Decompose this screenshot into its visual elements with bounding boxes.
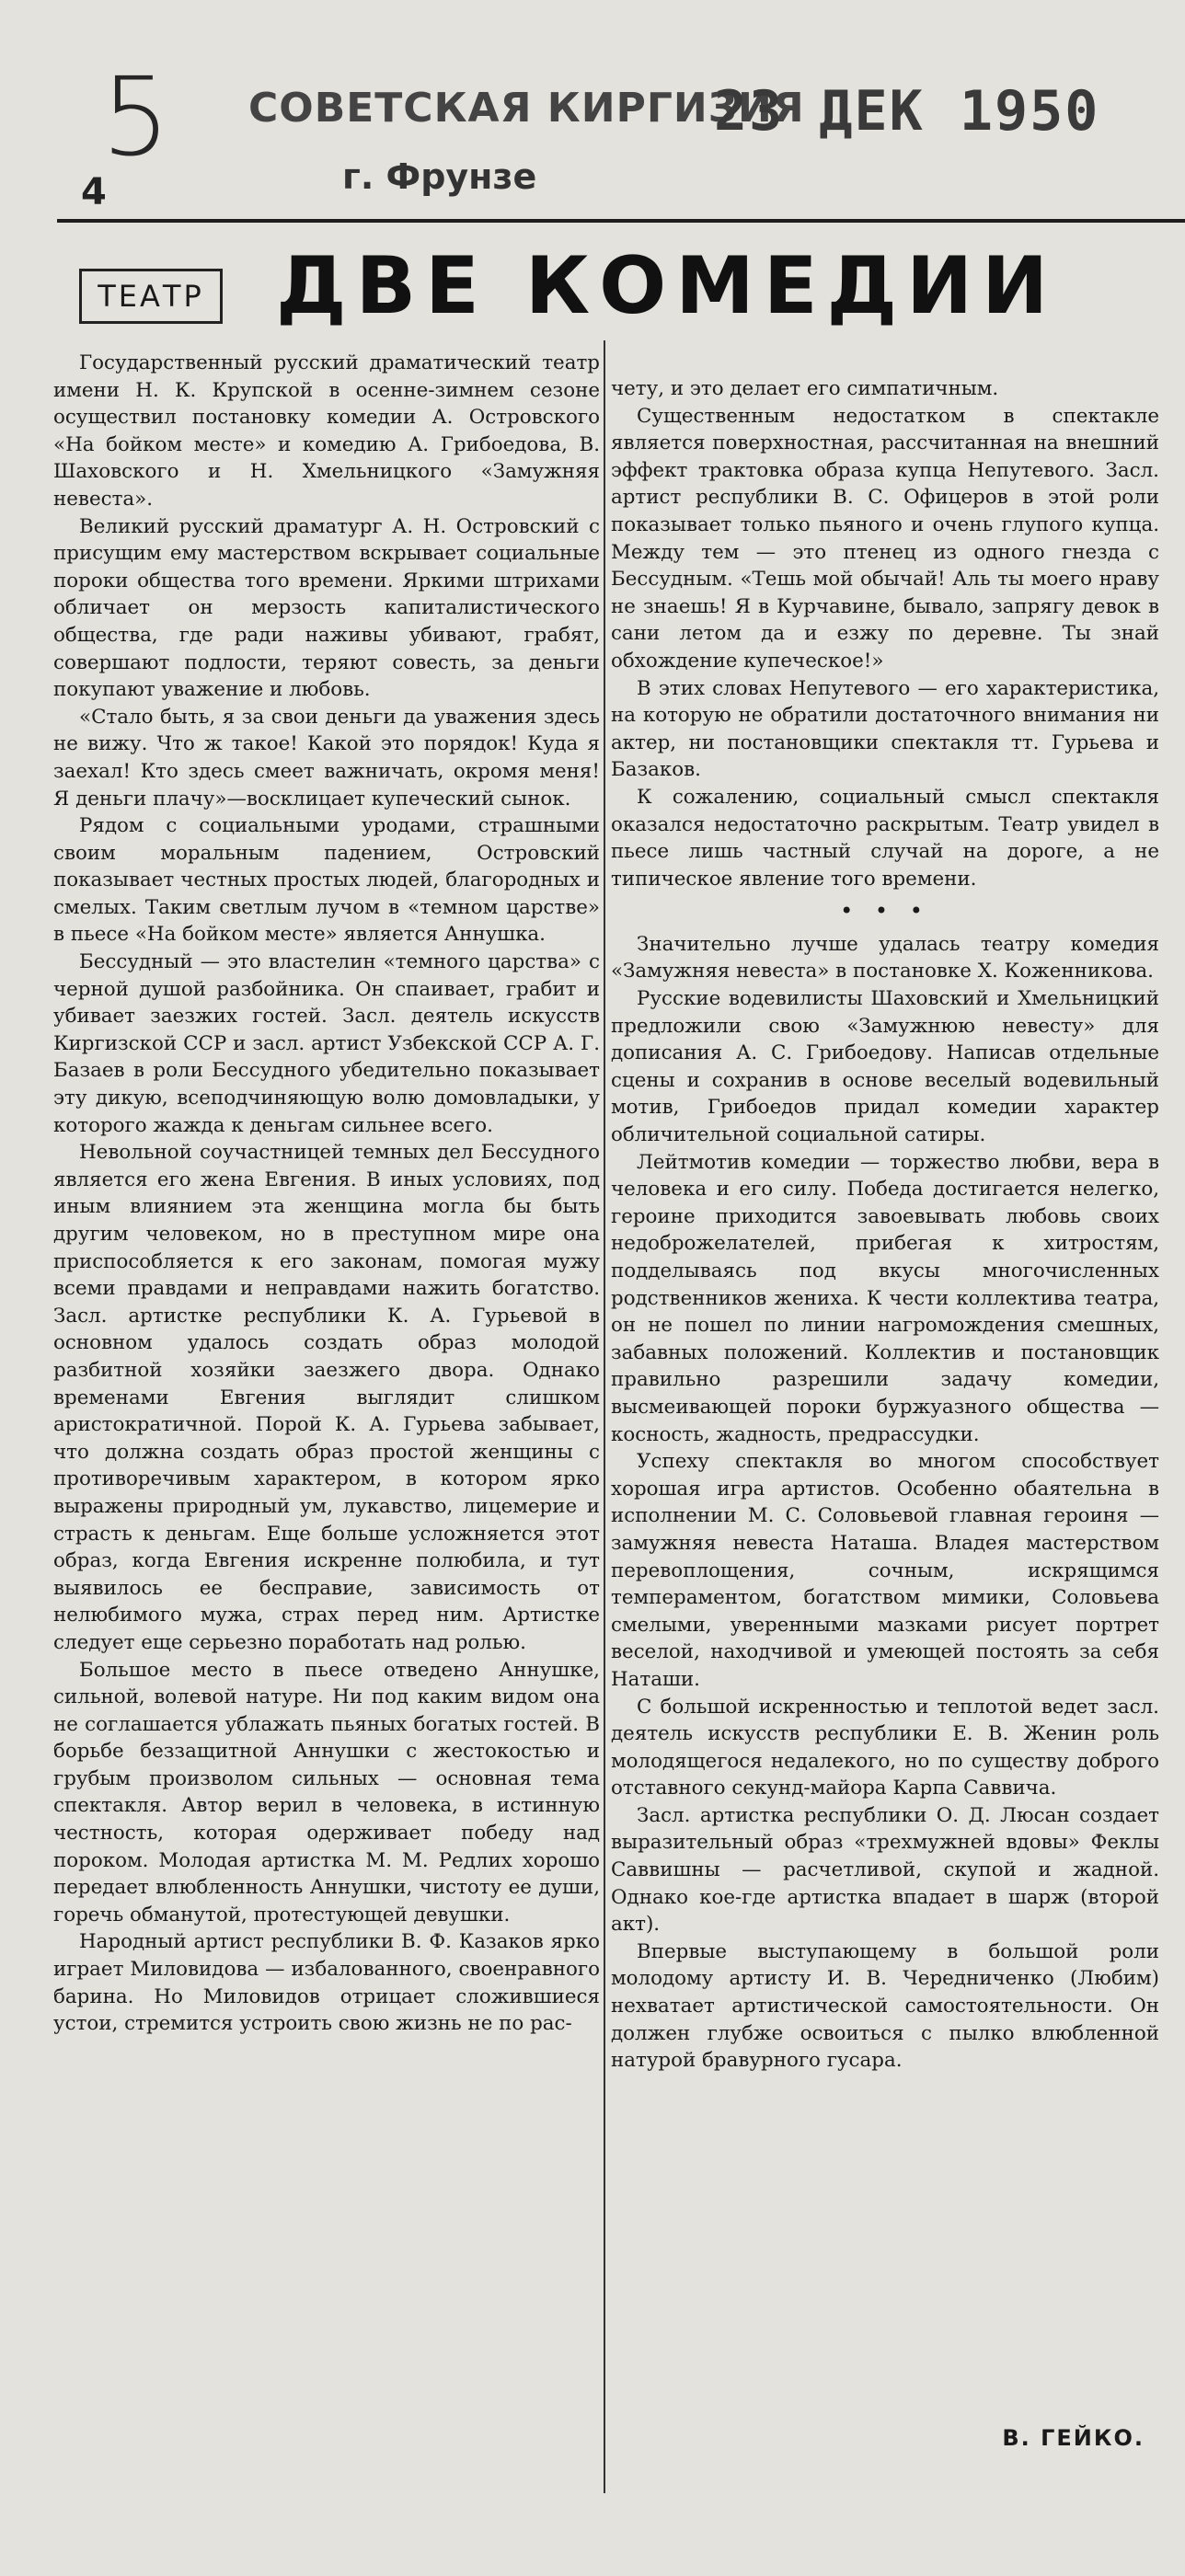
paragraph: Государственный русский драматический театр имени Н. К. Крупской в осенне-зимнем сезоне осуществил постановку комедии А. Островского «На бойком месте» и комедию А. Грибоедова, В. Шаховского и Н. Хмельницкого «Замужняя невеста».	[53, 351, 600, 511]
page-number: 4	[81, 171, 107, 213]
paragraph: Засл. артистка республики О. Д. Люсан создает выразительный образ «трехмужней вдовы» Феклы Саввишны — расчетливой, скупой и жадной. Однако кое-где артистка впадает в шарж (второй акт).	[611, 1803, 1159, 1937]
paragraph: Значительно лучше удалась театру комедия «Замужняя невеста» в постановке Х. Коженникова.	[611, 932, 1159, 983]
section-asterism: • • •	[840, 898, 930, 925]
paragraph: чету, и это делает его симпатичным.	[611, 377, 999, 400]
paragraph: С большой искренностью и теплотой ведет засл. деятель искусств республики Е. В. Женин роль молодящегося недалекого, но по существу доброго отставного секунд-майора Карпа Саввича.	[611, 1695, 1159, 1800]
paragraph: В этих словах Непутевого — его характеристика, на которую не обратили достаточного внимания ни актер, ни постановщики спектакля тт. Гурьева и Базаков.	[611, 676, 1159, 782]
top-rule	[57, 219, 1185, 223]
city-stamp: г. Фрунзе	[342, 156, 537, 197]
rubric-box	[79, 269, 223, 324]
paragraph: Великий русский драматург А. Н. Островский с присущим ему мастерством вскрывает социальные пороки общества того времени. Яркими штрихами обличает он мерзость капиталистического общества, где ради наживы убивают, грабят, совершают подлости, теряют совесть, за деньги покупают уважение и любовь.	[53, 514, 600, 702]
paragraph: К сожалению, социальный смысл спектакля оказался недостаточно раскрытым. Театр увидел в пьесе лишь частный случай на дороге, а не типическое явление того времени.	[611, 785, 1159, 891]
paragraph: Бессудный — это властелин «темного царства» с черной душой разбойника. Он спаивает, грабит и убивает заезжих гостей. Засл. деятель искусств Киргизской ССР и засл. артист Узбекской ССР А. Г. Базаев в роли Бессудного убедительно показывает эту дикую, всеподчиняющую волю домовладыки, у которого жажда к деньгам сильнее всего.	[53, 950, 600, 1137]
date-stamp: 23 ДЕК 1950	[714, 79, 1100, 144]
paragraph: Русские водевилисты Шаховский и Хмельницкий предложили свою «Замужнюю невесту» для дописания А. С. Грибоедову. Написав отдельные сцены и сохранив в основе веселый водевильный мотив, Грибоедов придал комедии характер обличительной социальной сатиры.	[611, 987, 1159, 1147]
newspaper-masthead: СОВЕТСКАЯ КИРГИЗИЯ	[248, 85, 805, 132]
paragraph: Лейтмотив комедии — торжество любви, вера в человека и его силу. Победа достигается нелегко, героине приходится завоевывать любовь своих недоброжелателей, прибегая к хитростям, подделываясь под вкусы многочисленных родственников жениха. К чести коллектива театра, он не пошел по линии нагромождения смешных, забавных положений. Коллектив и постановщик правильно разрешили задачу комедии, высмеивающей пороки буржуазного общества — косность, жадность, предрассудки.	[611, 1150, 1159, 1446]
paragraph: «Стало быть, я за свои деньги да уважения здесь не вижу. Что ж такое! Какой это порядок! Куда я заехал! Кто здесь смеет важничать, окромя меня! Я деньги плачу»—восклицает купеческий сынок.	[53, 705, 600, 811]
paragraph: Народный артист республики В. Ф. Казаков ярко играет Миловидова — избалованного, своенравного барина. Но Миловидов отрицает сложившиеся устои, стремится устроить свою жизнь не по рас-	[53, 1930, 600, 2036]
right-column	[611, 375, 1159, 2075]
article-headline: ДВЕ КОМЕДИИ	[276, 240, 1058, 332]
left-column	[53, 350, 600, 2038]
paragraph: Большое место в пьесе отведено Аннушке, сильной, волевой натуре. Ни под каким видом она не соглашается ублажать пьяных богатых гостей. В борьбе беззащитной Аннушки с жестокостью и грубым произволом сильных — основная тема спектакля. Автор верил в человека, в истинную честность, которая одерживает победу над пороком. Молодая артистка М. М. Редлих хорошо передает влюбленность Аннушки, чистоту ее души, горечь обманутой, протестующей девушки.	[53, 1658, 600, 1926]
author-signature: В. ГЕЙКО.	[1002, 2425, 1145, 2451]
column-divider	[604, 340, 605, 2493]
paragraph: Рядом с социальными уродами, страшными своим моральным падением, Островский показывает честных простых людей, благородных и смелых. Таким светлым лучом в «темном царстве» в пьесе «На бойком месте» является Аннушка.	[53, 814, 600, 947]
rubric-label: ТЕАТР	[98, 279, 204, 314]
paragraph: Успеху спектакля во многом способствует хорошая игра артистов. Особенно обаятельна в исполнении М. С. Соловьевой главная героиня — замужняя невеста Наташа. Владея мастерством перевоплощения, сочным, искрящимся темпераментом, богатством мимики, Соловьева смелыми, уверенными мазками рисует портрет веселой, находчивой и умеющей постоять за себя Наташи.	[611, 1450, 1159, 1691]
paragraph: Существенным недостатком в спектакле является поверхностная, рассчитанная на внешний эффект трактовка образа купца Непутевого. Засл. артист республики В. С. Офицеров в этой роли показывает только пьяного и очень глупого купца. Между тем — это птенец из одного гнезда с Бессудным. «Тешь мой обычай! Аль ты моего нраву не знаешь! Я в Курчавине, бывало, запрягу девок в сани летом да и езжу по деревне. Ты знай обхождение купеческое!»	[611, 404, 1159, 673]
paragraph: Впервые выступающему в большой роли молодому артисту И. В. Чередниченко (Любим) нехватает артистической самостоятельности. Он должен глубже освоиться с пылко влюбленной натурой бравурного гусара.	[611, 1939, 1159, 2073]
handwritten-number: 5	[101, 53, 171, 180]
paragraph: Невольной соучастницей темных дел Бессудного является его жена Евгения. В иных условиях, под иным влиянием эта женщина могла бы быть другим человеком, но в преступном мире она приспособляется к его законам, помогая мужу всеми правдами и неправдами нажить богатство. Засл. артистке республики К. А. Гурьевой в основном удалось создать образ молодой разбитной хозяйки заезжего двора. Однако временами Евгения выглядит слишком аристократичной. Порой К. А. Гурьева забывает, что должна создать образ простой женщины с противоречивым характером, в котором ярко выражены природный ум, лукавство, лицемерие и страсть к деньгам. Еще больше усложняется этот образ, когда Евгения искренне полюбила, и тут выявилось ее бесправие, зависимость от нелюбимого мужа, страх перед ним. Артистке следует еще серьезно поработать над ролью.	[53, 1141, 600, 1654]
